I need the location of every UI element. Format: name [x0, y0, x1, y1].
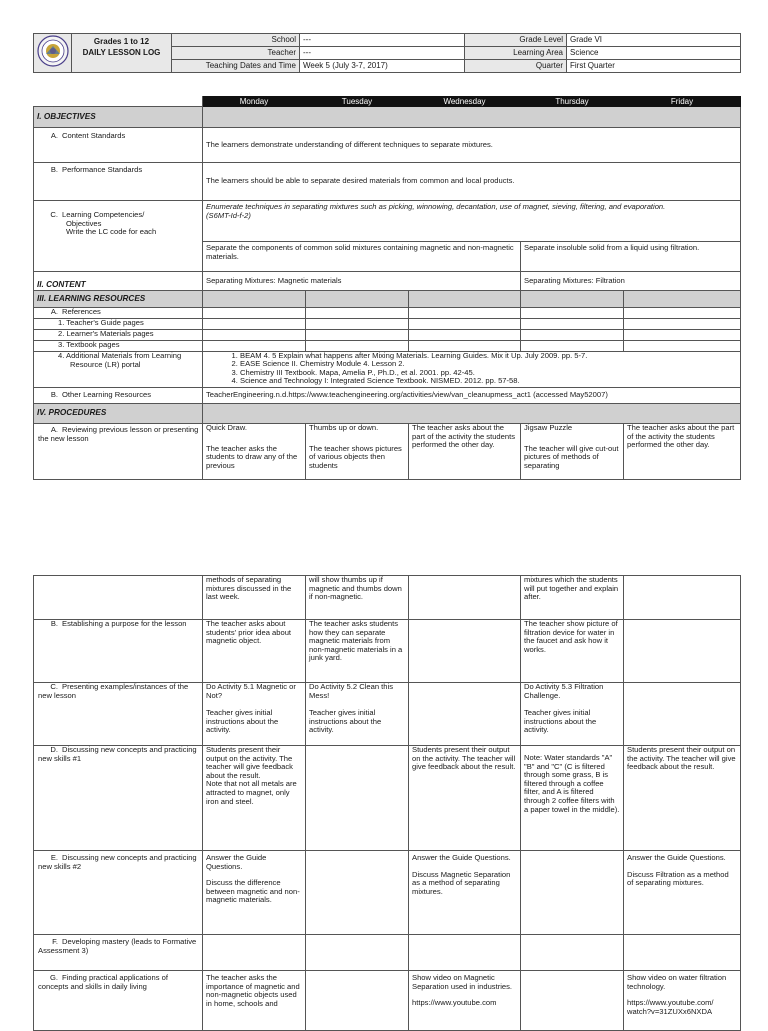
- content-standards-text: The learners demonstrate understanding of different techniques to separate mixtures.: [203, 128, 741, 163]
- quarter-value[interactable]: First Quarter: [567, 60, 741, 73]
- reviewing-label: Reviewing previous lesson or presenting the new lesson: [38, 425, 199, 443]
- competency-code: (S6MT-Id-f-2): [206, 210, 251, 220]
- g-fri-link[interactable]: https://www.youtube.com/ watch?v=31ZUXx6NXDA: [627, 998, 714, 1016]
- dates-value[interactable]: Week 5 (July 3-7, 2017): [300, 60, 465, 73]
- c-thu-title: Do Activity 5.3 Filtration Challenge.: [524, 682, 604, 700]
- day-tuesday: Tuesday: [306, 97, 409, 107]
- d-fri-text: Students present their output on the activity. The teacher will give feedback about the result.: [624, 746, 741, 851]
- a-thu-cont: mixtures which the students will put together and explain after.: [521, 576, 624, 620]
- e-fri-text: Discuss Filtration as a method of separating mixtures.: [627, 869, 729, 888]
- mark-ref-a: A.: [50, 307, 58, 316]
- a-tue-title: Thumbs up or down.: [309, 423, 379, 432]
- log-title: [72, 34, 172, 73]
- day-friday: Friday: [624, 97, 741, 107]
- discussing-2-row: [34, 851, 741, 935]
- competency-filtration: Separate insoluble solid from a liquid using filtration.: [521, 242, 741, 272]
- b-mon-text: The teacher asks about students' prior idea about magnetic object.: [203, 620, 306, 683]
- lm-pages-row: [34, 330, 741, 341]
- discussing-1-label: Discussing new concepts and practicing new skills #1: [38, 745, 197, 763]
- c-tue-text: Teacher gives initial instructions about the activity.: [309, 708, 382, 735]
- lr-item: 1. BEAM 4. 5 Explain what happens after Mixing Materials. Learning Guides. Mix it Up. July 2009. pp. 5-7.: [240, 352, 737, 360]
- e-wed-text: Discuss Magnetic Separation as a method of separating mixtures.: [412, 869, 511, 896]
- seal-icon: [37, 35, 69, 67]
- mark-proc-a: A.: [50, 425, 58, 434]
- e-mon-title: Answer the Guide Questions.: [206, 853, 267, 871]
- tg-pages-row: [34, 319, 741, 330]
- mastery-label: Developing mastery (leads to Formative Assessment 3): [38, 937, 197, 955]
- a-fri-text: The teacher asks about the part of the activity the students performed the other day.: [624, 424, 741, 480]
- lesson-table-page2: [33, 575, 741, 1031]
- lm-pages-label: 2. Learner's Materials pages: [34, 330, 203, 341]
- presenting-row: [34, 683, 741, 746]
- competencies-label-2: Objectives: [66, 218, 102, 228]
- a-wed-text: The teacher asks about the part of the activity the students performed the other day.: [409, 424, 521, 480]
- applications-row: [34, 971, 741, 1031]
- content-standards-row: [34, 128, 741, 163]
- d-mon-text: Students present their output on the activity. The teacher will give feedback about the result.: [206, 745, 293, 780]
- performance-standards-row: [34, 163, 741, 201]
- competencies-text: Enumerate techniques in separating mixtures such as picking, winnowing, decantation, use of magnet, sieving, filtering, and evaporation.: [206, 202, 666, 211]
- c-mon-text: Teacher gives initial instructions about the activity.: [206, 708, 279, 735]
- resources-heading-row: [34, 291, 741, 308]
- content-standards-label: Content Standards: [62, 131, 126, 140]
- discussing-1-row: [34, 746, 741, 851]
- purpose-label: Establishing a purpose for the lesson: [62, 619, 187, 628]
- grade-value[interactable]: Grade VI: [567, 34, 741, 47]
- lr-item: 3. Chemistry III Textbook. Mapa, Amelia P., Ph.D., et al. 2001. pp. 42-45.: [240, 369, 737, 377]
- g-mon-text: The teacher asks the importance of magnetic and non-magnetic objects used in home, schools and: [203, 971, 306, 1031]
- a-mon-text: The teacher asks the students to draw any of the previous: [206, 443, 298, 470]
- school-label: School: [172, 34, 300, 47]
- lr-item: 2. EASE Science II. Chemistry Module 4. Lesson 2.: [240, 360, 737, 368]
- day-thursday: Thursday: [521, 97, 624, 107]
- content-magnetic: Separating Mixtures: Magnetic materials: [203, 272, 521, 291]
- other-resources-label: Other Learning Resources: [62, 390, 152, 400]
- procedures-heading-row: [34, 404, 741, 424]
- quarter-label: Quarter: [465, 60, 567, 73]
- c-thu-text: Teacher gives initial instructions about the activity.: [524, 708, 597, 735]
- performance-standards-text: The learners should be able to separate desired materials from common and local products.: [203, 163, 741, 201]
- mark-proc-g: G.: [49, 973, 58, 982]
- competencies-label-1: Learning Competencies/: [62, 210, 145, 219]
- mark-proc-b: B.: [50, 619, 58, 628]
- g-wed-text: Show video on Magnetic Separation used in industries.: [412, 973, 513, 991]
- textbook-pages-row: [34, 341, 741, 352]
- content-heading: II. CONTENT: [34, 272, 203, 291]
- e-wed-title: Answer the Guide Questions.: [412, 853, 511, 862]
- a-thu-text: The teacher will give cut-out pictures of methods of separating: [524, 443, 619, 470]
- c-tue-title: Do Activity 5.2 Clean this Mess!: [309, 682, 393, 700]
- mastery-row: [34, 935, 741, 971]
- lr-portal-list: [206, 352, 737, 386]
- competencies-row: [34, 201, 741, 242]
- area-label: Learning Area: [465, 47, 567, 60]
- b-tue-text: The teacher asks students how they can separate magnetic materials from non-magnetic materials in a junk yard.: [306, 620, 409, 683]
- e-mon-text: Discuss the difference between magnetic and non-magnetic materials.: [206, 878, 300, 905]
- lr-portal-label-1: 4. Additional Materials from Learning: [58, 351, 182, 360]
- e-fri-title: Answer the Guide Questions.: [627, 853, 726, 862]
- objectives-heading-row: [34, 107, 741, 128]
- title-line-1: Grades 1 to 12: [93, 37, 150, 46]
- deped-seal: [34, 34, 72, 73]
- references-row: [34, 308, 741, 319]
- presenting-label: Presenting examples/instances of the new lesson: [38, 682, 189, 700]
- competencies-label-3: Write the LC code for each: [66, 227, 157, 237]
- g-wed-link[interactable]: https://www.youtube.com: [412, 998, 497, 1008]
- c-mon-title: Do Activity 5.1 Magnetic or Not?: [206, 682, 296, 700]
- resources-heading: III. LEARNING RESOURCES: [34, 291, 203, 308]
- mark-c: C.: [50, 210, 58, 219]
- g-fri-text: Show video on water filtration technology.: [627, 973, 727, 991]
- d-wed-text: Students present their output on the activity. The teacher will give feedback about the result.: [409, 746, 521, 851]
- day-wednesday: Wednesday: [409, 97, 521, 107]
- b-thu-text: The teacher show picture of filtration device for water in the faucet and ask how it works.: [521, 620, 624, 683]
- textbook-pages-label: 3. Textbook pages: [34, 341, 203, 352]
- teacher-label: Teacher: [172, 47, 300, 60]
- a-tue-text: The teacher shows pictures of various objects then students: [309, 443, 402, 470]
- procedures-heading: IV. PROCEDURES: [34, 404, 203, 424]
- discussing-2-label: Discussing new concepts and practicing new skills #2: [38, 853, 197, 871]
- content-row: [34, 272, 741, 291]
- performance-standards-label: Performance Standards: [62, 165, 143, 174]
- objectives-heading: I. OBJECTIVES: [34, 107, 203, 128]
- references-label: References: [62, 307, 101, 316]
- d-thu-note: Note: Water standards "A" "B" and "C" (C is filtered through some grass, B is filtered through a coffee filter, and A is filtered through 2 coffee filters with a paper towel in the middle).: [521, 746, 624, 851]
- reviewing-cont-row: [34, 576, 741, 620]
- mark-proc-c: C.: [50, 682, 58, 691]
- area-value[interactable]: Science: [567, 47, 741, 60]
- mark-a: A.: [50, 131, 58, 140]
- mark-b: B.: [50, 165, 58, 174]
- grade-label: Grade Level: [465, 34, 567, 47]
- a-tue-cont: will show thumbs up if magnetic and thumbs down if non-magnetic.: [306, 576, 409, 620]
- title-line-2: DAILY LESSON LOG: [82, 48, 161, 57]
- a-thu-title: Jigsaw Puzzle: [524, 423, 573, 432]
- a-mon-title: Quick Draw.: [206, 423, 247, 432]
- lr-item: 4. Science and Technology I: Integrated Science Textbook. NISMED. 2012. pp. 57-58.: [240, 377, 737, 385]
- header-table: [33, 33, 741, 73]
- lr-portal-label-2: Resource (LR) portal: [70, 359, 141, 369]
- lesson-table-page1: [33, 96, 741, 480]
- lr-portal-row: [34, 352, 741, 388]
- reviewing-row: [34, 424, 741, 480]
- teacher-value[interactable]: ---: [300, 47, 465, 60]
- dates-label: Teaching Dates and Time: [172, 60, 300, 73]
- day-header-row: [34, 97, 741, 107]
- mark-proc-d: D.: [50, 745, 58, 754]
- mark-proc-e: E.: [50, 853, 58, 862]
- purpose-row: [34, 620, 741, 683]
- competency-magnetic: Separate the components of common solid mixtures containing magnetic and non-magnetic materials.: [203, 242, 521, 272]
- content-filtration: Separating Mixtures: Filtration: [521, 272, 741, 291]
- other-resources-row: [34, 388, 741, 404]
- mark-ref-b: B.: [50, 390, 58, 400]
- d-mon-note: Note that not all metals are attracted to magnet, only iron and steel.: [206, 779, 297, 806]
- day-monday: Monday: [203, 97, 306, 107]
- mark-proc-f: F.: [52, 937, 58, 946]
- a-mon-cont: methods of separating mixtures discussed in the last week.: [203, 576, 306, 620]
- applications-label: Finding practical applications of concepts and skills in daily living: [38, 973, 168, 991]
- school-value[interactable]: ---: [300, 34, 465, 47]
- other-resources-link[interactable]: TeacherEngineering.n.d.https://www.teachengineering.org/activities/view/van_cleanupmess_act1 (accessed May52007): [203, 388, 741, 404]
- tg-pages-label: 1. Teacher's Guide pages: [34, 319, 203, 330]
